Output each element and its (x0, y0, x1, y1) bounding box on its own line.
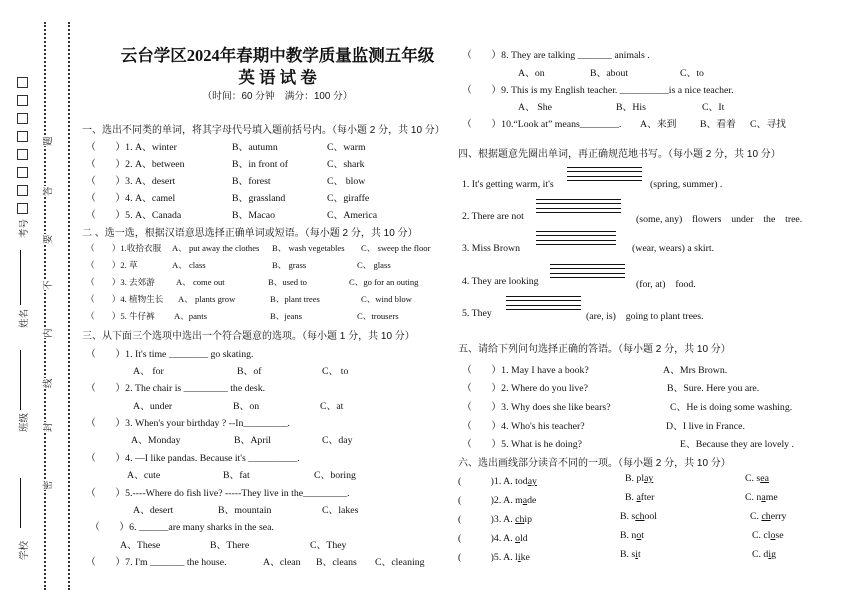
list-item (458, 549, 530, 563)
underlined-part: ch (761, 511, 771, 522)
list-item (745, 473, 769, 484)
question: （ ）8. They are talking _______ animals . (462, 50, 650, 61)
word-part: t (641, 530, 644, 541)
list-item: （ ）1.收拾衣服 (86, 243, 162, 253)
list-item: C、wind blow (361, 294, 412, 304)
option: C、day (322, 435, 353, 446)
option: A、 She (518, 102, 553, 113)
question: （ ）10.“Look at” means________. (462, 119, 622, 130)
list-item (458, 511, 532, 525)
option: A、cute (127, 470, 161, 481)
option: B、fat (223, 470, 250, 481)
seal-word: 封 (40, 422, 54, 432)
underlined-part: ay (527, 476, 537, 487)
list-item (745, 492, 778, 503)
seal-word: 要 (40, 234, 54, 244)
underlined-part: a (636, 492, 641, 503)
list-item: A、 plants grow (178, 294, 236, 304)
list-item (620, 549, 641, 560)
list-item: C、shark (327, 159, 365, 170)
section-1-title: 一、选出不同类的单词，将其字母代号填入题前括号内。（每小题 2 分，共 10 分） (82, 125, 445, 136)
list-item: （ ）5. 牛仔裤 (86, 311, 155, 321)
question: 2. There are not (462, 211, 524, 222)
seal-word: 密 (40, 480, 54, 490)
list-item (752, 530, 784, 541)
question: (wear, wears) a skirt. (632, 243, 715, 254)
item-number: ( )1. A. (458, 476, 516, 487)
underlined-part: a (761, 492, 766, 503)
writing-lines (550, 264, 625, 282)
label-exam-no: 考号 (20, 218, 30, 238)
question: （ ）4. —I like pandas. Because it's __________. (86, 453, 300, 464)
word-part: erry (770, 511, 787, 522)
seal-word: 不 (40, 280, 54, 290)
underlined-part: ay (644, 473, 654, 484)
question: （ ）2. Where do you live? (462, 383, 588, 394)
list-item (752, 549, 776, 560)
list-item: B、in front of (232, 159, 289, 170)
word-part: tod (515, 476, 528, 487)
word-part: de (527, 495, 537, 506)
list-item: （ ）1. A、winter (86, 142, 177, 153)
word-part: B. (625, 492, 637, 503)
underlined-part: o (770, 530, 776, 541)
option: B、on (233, 401, 260, 412)
seal-word: 答 (40, 186, 54, 196)
word-part: B. n (620, 530, 637, 541)
class-blank (20, 350, 21, 410)
list-item: （ ）2. A、between (86, 159, 185, 170)
question: (for, at) food. (636, 279, 696, 290)
list-item: B、jeans (270, 311, 302, 321)
option: C、at (320, 401, 344, 412)
list-item: C、trousers (357, 311, 399, 321)
list-item: B、used to (268, 277, 307, 287)
list-item: A、 class (172, 260, 206, 270)
label-class: 班级 (20, 412, 30, 432)
question: （ ）1. May I have a book? (462, 365, 589, 376)
option: C、cleaning (375, 557, 425, 568)
word-part: C. (750, 511, 762, 522)
list-item: C、America (327, 210, 378, 221)
list-item: C、 blow (327, 176, 366, 187)
item-number: ( )4. A. (458, 533, 516, 544)
list-item (625, 492, 654, 503)
answer: A、Mrs Brown. (663, 365, 728, 376)
option: A、Monday (131, 435, 181, 446)
word-part: B. pl (625, 473, 645, 484)
section-3-title: 三、从下面三个选项中选出一个符合题意的选项。（每小题 1 分，共 10 分） (82, 331, 415, 342)
list-item: B、plant trees (270, 294, 320, 304)
list-item: C、 sweep the floor (361, 243, 431, 253)
underlined-part: ea (760, 473, 769, 484)
word-part: t (637, 549, 641, 560)
word-part: C. cl (752, 530, 771, 541)
box (17, 95, 28, 106)
option: A、clean (263, 557, 301, 568)
question: (are, is) going to plant trees. (586, 311, 704, 322)
list-item: B、Macao (232, 210, 275, 221)
question: （ ）1. It's time ________ go skating. (86, 349, 254, 360)
word-part: C. n (745, 492, 762, 503)
dotted-line-left (44, 22, 46, 590)
name-blank (20, 250, 21, 305)
question: （ ）4. Who's his teacher? (462, 421, 585, 432)
question: （ ）3. Why does she like bears? (462, 402, 611, 413)
box (17, 185, 28, 196)
box (17, 167, 28, 178)
word-part: ld (520, 533, 528, 544)
answer: D、I live in France. (666, 421, 745, 432)
label-name: 姓名 (20, 308, 30, 328)
label-school: 学校 (20, 540, 30, 560)
writing-lines (536, 231, 616, 249)
section-6-title: 六、选出画线部分读音不同的一项。（每小题 2 分，共 10 分） (458, 458, 731, 469)
list-item: （ ）4. 植物生长 (86, 294, 164, 304)
word-part: fter (640, 492, 655, 503)
list-item: （ ）3. 去郊游 (86, 277, 155, 287)
underlined-part: o (636, 530, 642, 541)
option: A、These (120, 540, 161, 551)
list-item (458, 530, 528, 544)
option: C、寻找 (750, 119, 786, 130)
option: B、April (234, 435, 272, 446)
answer: C、He is doing some washing. (670, 402, 793, 413)
exam-title: 云台学区2024年春期中教学质量监测五年级 (120, 46, 435, 65)
box (17, 131, 28, 142)
school-blank (20, 478, 21, 528)
list-item: B、forest (232, 176, 271, 187)
seal-word: 题 (40, 136, 54, 146)
question: （ ）6. ______are many sharks in the sea. (90, 522, 274, 533)
exam-info: （时间：60 分钟 满分：100 分） (202, 91, 353, 102)
option: B、about (590, 68, 629, 79)
option: A、 for (133, 366, 164, 377)
option: A、on (518, 68, 545, 79)
list-item: A、 put away the clothes (172, 243, 260, 253)
list-item: B、autumn (232, 142, 278, 153)
option: C、lakes (322, 505, 359, 516)
question: (spring, summer) . (650, 179, 723, 190)
list-item: C、go for an outing (349, 277, 419, 287)
underlined-part: ch (635, 511, 645, 522)
list-item: C、warm (327, 142, 366, 153)
question: 4. They are looking (462, 276, 539, 287)
underlined-part: ch (515, 514, 525, 525)
list-item: B、 grass (272, 260, 307, 270)
option: B、看着 (700, 119, 736, 130)
section-2-title: 二 、选一选，根据汉语意思选择正确单词或短语。（每小题 2 分，共 10 分） (82, 228, 418, 239)
word-part: C. d (752, 549, 769, 560)
list-item: （ ）5. A、Canada (86, 210, 182, 221)
option: B、There (210, 540, 250, 551)
box (17, 77, 28, 88)
question: （ ）5.----Where do fish live? -----They live in the_________. (86, 488, 350, 499)
option: C、It (702, 102, 725, 113)
list-item (620, 511, 657, 522)
list-item: A、pants (174, 311, 207, 321)
underlined-part: i (768, 549, 772, 560)
section-5-title: 五、请给下列问句选择正确的答语。（每小题 2 分，共 10 分） (458, 344, 731, 355)
word-part: C. s (745, 473, 761, 484)
exam-subtitle: 英 语 试 卷 (238, 68, 317, 87)
box (17, 113, 28, 124)
seal-word: 内 (40, 328, 54, 338)
word-part: ool (644, 511, 658, 522)
word-part: ip (524, 514, 533, 525)
question: 5. They (462, 308, 492, 319)
writing-lines (506, 296, 581, 314)
item-number: ( )2. A. (458, 495, 516, 506)
option: A、来到 (640, 119, 677, 130)
option: B、cleans (316, 557, 357, 568)
writing-lines (567, 167, 642, 185)
answer: E、Because they are lovely . (680, 439, 794, 450)
option: C、boring (314, 470, 356, 481)
word-part: B. s (620, 511, 636, 522)
list-item: B、 wash vegetables (272, 243, 345, 253)
list-item (625, 473, 653, 484)
question: （ ）5. What is he doing? (462, 439, 582, 450)
word-part: m (515, 495, 523, 506)
underlined-part: a (522, 495, 528, 506)
section-4-title: 四、根据题意先圈出单词，再正确规范地书写。（每小题 2 分，共 10 分） (458, 149, 781, 160)
list-item: A、 come out (176, 277, 225, 287)
question: （ ）9. This is my English teacher. __________is a nice teacher. (462, 85, 734, 96)
answer: B、Sure. Here you are. (667, 383, 760, 394)
question: (some, any) flowers under the tree. (636, 214, 803, 225)
underlined-part: i (517, 552, 521, 563)
list-item: （ ）3. A、desert (86, 176, 176, 187)
option: A、under (133, 401, 173, 412)
question: （ ）2. The chair is _________ the desk. (86, 383, 266, 394)
question: 3. Miss Brown (462, 243, 520, 254)
word-part: ke (520, 552, 530, 563)
list-item (750, 511, 786, 522)
question: （ ）7. I'm _______ the house. (86, 557, 227, 568)
seal-word: 线 (40, 378, 54, 388)
list-item: （ ）4. A、camel (86, 193, 176, 204)
option: A、desert (133, 505, 174, 516)
word-part: me (765, 492, 778, 503)
option: C、They (310, 540, 347, 551)
list-item (458, 473, 537, 487)
writing-lines (536, 199, 621, 217)
list-item: C、 glass (357, 260, 391, 270)
question: （ ）3. When's your birthday ? --In_________. (86, 418, 290, 429)
box (17, 203, 28, 214)
box (17, 149, 28, 160)
option: C、 to (322, 366, 349, 377)
list-item (458, 492, 536, 506)
item-number: ( )3. A. (458, 514, 516, 525)
option: B、His (616, 102, 646, 113)
dotted-line-right (68, 22, 70, 590)
word-part: se (775, 530, 784, 541)
question: 1. It's getting warm, it's (462, 179, 554, 190)
item-number: ( )5. A. l (458, 552, 518, 563)
option: B、mountain (218, 505, 272, 516)
underlined-part: o (515, 533, 521, 544)
option: B、of (237, 366, 262, 377)
word-part: g (771, 549, 776, 560)
list-item: （ ）2. 草 (86, 260, 138, 270)
option: C、to (680, 68, 704, 79)
underlined-part: i (635, 549, 638, 560)
list-item: C、giraffe (327, 193, 370, 204)
list-item: B、grassland (232, 193, 286, 204)
list-item (620, 530, 644, 541)
word-part: B. s (620, 549, 636, 560)
